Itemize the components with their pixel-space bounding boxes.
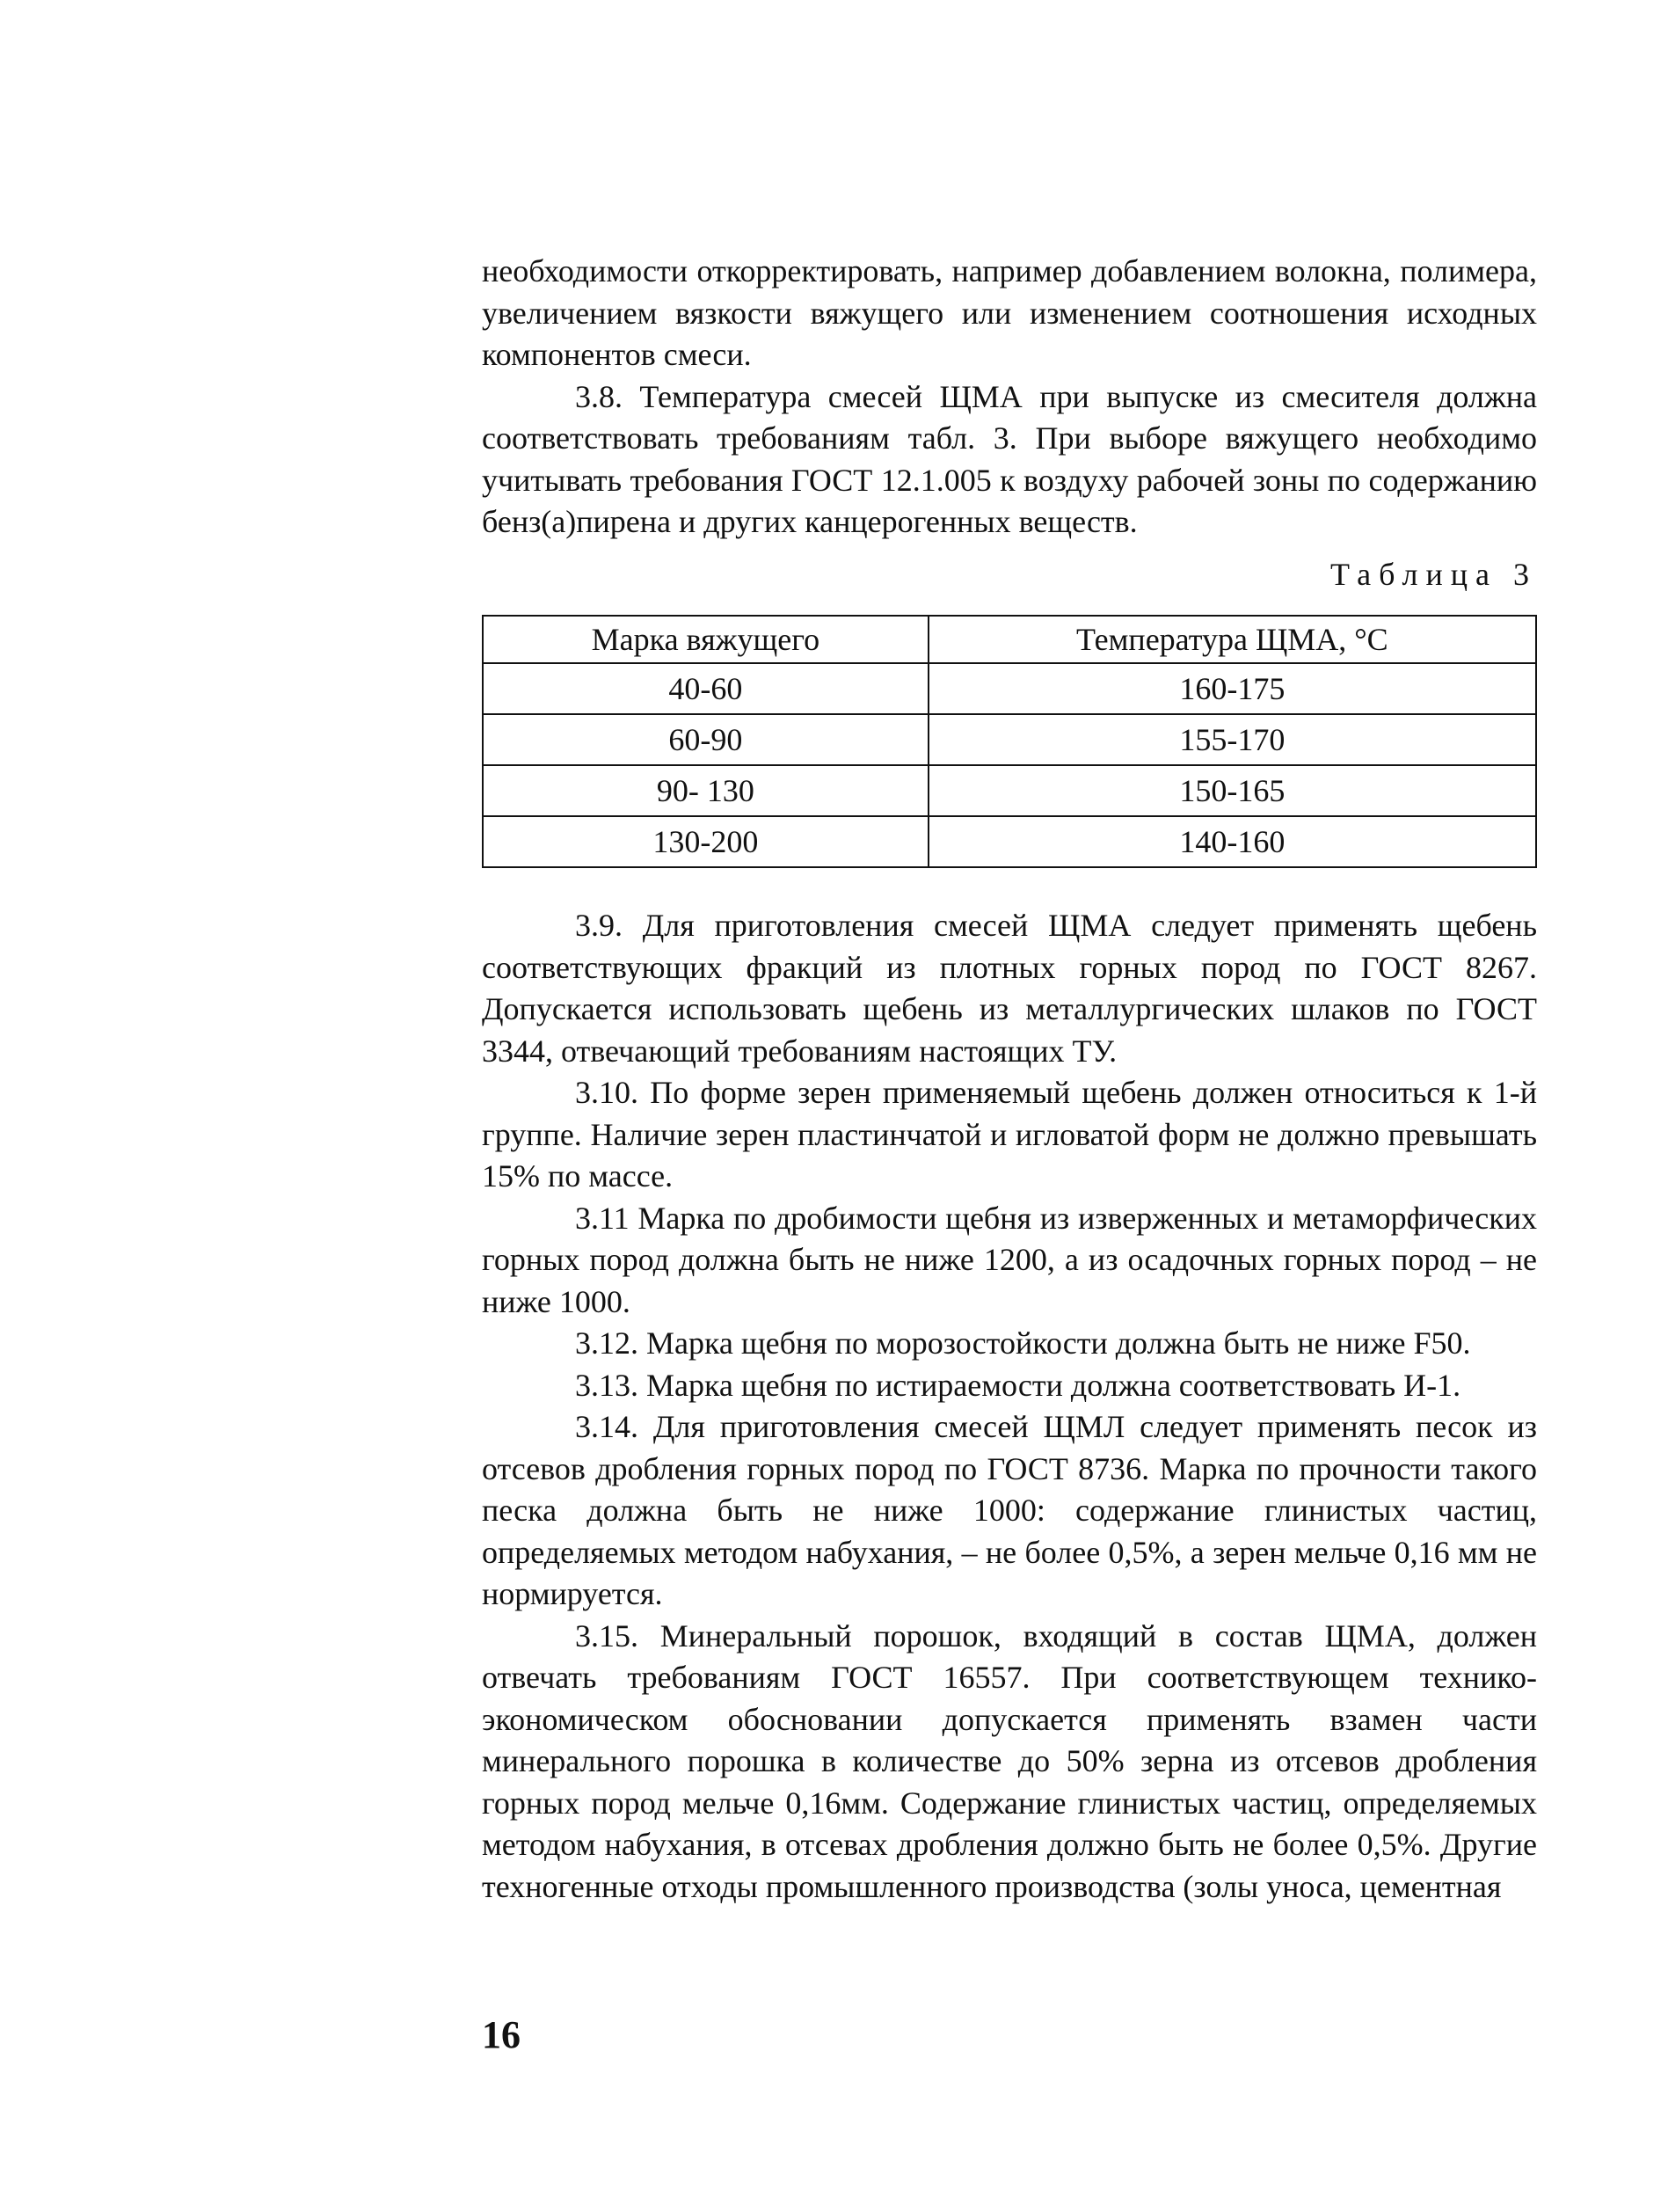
paragraph-3-10: 3.10. По форме зерен применяемый щебень должен относиться к 1-й группе. Наличие зерен пластинчатой и игловатой форм не должно превышать 15% по массе. bbox=[482, 1075, 1537, 1194]
table-cell: 140-160 bbox=[929, 816, 1536, 867]
table-header-cell: Температура ЩМА, °С bbox=[929, 616, 1536, 663]
paragraph-3-11: 3.11 Марка по дробимости щебня из изверженных и метаморфических горных пород должна быть не ниже 1200, а из осадочных горных пород – не ниже 1000. bbox=[482, 1200, 1537, 1319]
table-cell: 130-200 bbox=[483, 816, 929, 867]
paragraph-3-8: 3.8. Температура смесей ЩМА при выпуске из смесителя должна соответствовать требованиям табл. 3. При выборе вяжущего необходимо учитывать требования ГОСТ 12.1.005 к воздуху рабочей зоны по содержанию бенз(а)пирена и других канцерогенных веществ. bbox=[482, 378, 1537, 539]
table-caption: Таблица 3 bbox=[1330, 556, 1537, 592]
table-cell: 90- 130 bbox=[483, 765, 929, 816]
table-header-row bbox=[483, 616, 1536, 663]
paragraph-3-15: 3.15. Минеральный порошок, входящий в состав ЩМА, должен отвечать требованиям ГОСТ 16557. При соответствующем технико-экономическом обосновании допускается применять взамен части минерального порошка в количестве до 50% зерна из отсевов дробления горных пород мельче 0,16мм. Содержание глинистых частиц, определяемых методом набухания, в отсевах дробления должно быть не более 0,5%. Другие техногенные отходы промышленного производства (золы уноса, цементная bbox=[482, 1617, 1537, 1904]
table-row bbox=[483, 663, 1536, 714]
table-header-cell: Марка вяжущего bbox=[483, 616, 929, 663]
text-block-after bbox=[482, 905, 1537, 1908]
temperature-table bbox=[482, 615, 1537, 868]
table-cell: 160-175 bbox=[929, 663, 1536, 714]
paragraph-3-14: 3.14. Для приготовления смесей ЩМЛ следует применять песок из отсевов дробления горных пород по ГОСТ 8736. Марка по прочности такого песка должна быть не ниже 1000: содержание глинистых частиц, определяемых методом набухания, – не более 0,5%, а зерен мельче 0,16 мм не нормируется. bbox=[482, 1409, 1537, 1611]
paragraph-3-9: 3.9. Для приготовления смесей ЩМА следует применять щебень соответствующих фракций из плотных горных пород по ГОСТ 8267. Допускается использовать щебень из металлургических шлаков по ГОСТ 3344, отвечающий требованиям настоящих ТУ. bbox=[482, 908, 1537, 1069]
document-page bbox=[482, 251, 1537, 1908]
table-row bbox=[483, 816, 1536, 867]
paragraph-3-13: 3.13. Марка щебня по истираемости должна соответствовать И-1. bbox=[575, 1367, 1461, 1403]
paragraph-3-12: 3.12. Марка щебня по морозостойкости должна быть не ниже F50. bbox=[575, 1325, 1471, 1361]
table-row bbox=[483, 714, 1536, 765]
table-cell: 60-90 bbox=[483, 714, 929, 765]
table-row bbox=[483, 765, 1536, 816]
table-cell: 155-170 bbox=[929, 714, 1536, 765]
table-cell: 40-60 bbox=[483, 663, 929, 714]
table-cell: 150-165 bbox=[929, 765, 1536, 816]
page-number: 16 bbox=[482, 2013, 521, 2056]
paragraph: необходимости откорректировать, например добавлением волокна, полимера, увеличением вязкости вяжущего или изменением соотношения исходных компонентов смеси. bbox=[482, 253, 1537, 372]
text-block-before bbox=[482, 251, 1537, 544]
